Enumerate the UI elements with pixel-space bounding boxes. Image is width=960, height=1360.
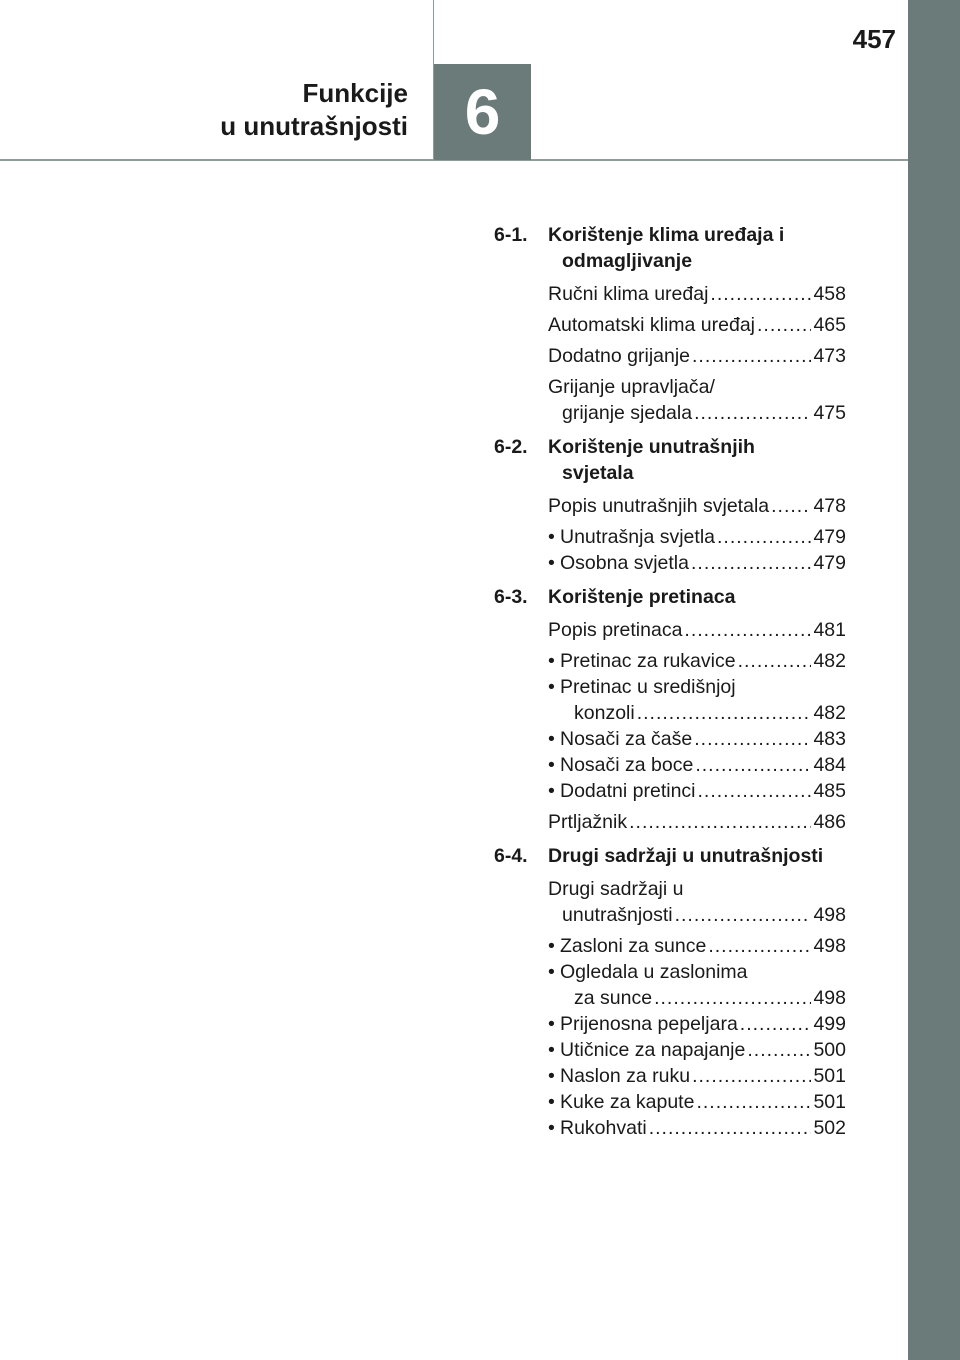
toc-entry-text: Rukohvati bbox=[560, 1117, 647, 1139]
toc-page-number: 498 bbox=[813, 987, 846, 1009]
toc-section bbox=[494, 843, 846, 1141]
chapter-side-band bbox=[908, 0, 960, 1360]
toc-page-number: 484 bbox=[813, 754, 846, 776]
toc-entry-text: Drugi sadržaji u bbox=[548, 878, 684, 900]
bullet-icon: • bbox=[548, 780, 555, 802]
dot-leader bbox=[694, 400, 811, 426]
toc-entry-text: Pretinac za rukavice bbox=[560, 650, 736, 672]
toc-subentry[interactable] bbox=[494, 726, 846, 752]
toc-entry-text: Nosači za čaše bbox=[560, 728, 693, 750]
toc-entry[interactable] bbox=[494, 617, 846, 643]
page-number: 457 bbox=[852, 24, 896, 54]
toc-page-number: 478 bbox=[813, 495, 846, 517]
toc-entry[interactable] bbox=[494, 343, 846, 369]
toc-section bbox=[494, 584, 846, 835]
table-of-contents bbox=[494, 222, 846, 1149]
toc-entry-text: Kuke za kapute bbox=[560, 1091, 695, 1113]
toc-page-number: 485 bbox=[813, 780, 846, 802]
dot-leader bbox=[747, 1037, 811, 1063]
toc-subentry[interactable] bbox=[494, 1063, 846, 1089]
toc-section-number: 6-3. bbox=[494, 586, 528, 608]
toc-page-number: 502 bbox=[813, 1117, 846, 1139]
dot-leader bbox=[654, 985, 811, 1011]
bullet-icon: • bbox=[548, 526, 555, 548]
bullet-icon: • bbox=[548, 1065, 555, 1087]
toc-section-heading[interactable] bbox=[494, 584, 846, 610]
toc-page-number: 498 bbox=[813, 904, 846, 926]
toc-subentry[interactable] bbox=[494, 778, 846, 804]
dot-leader bbox=[710, 281, 811, 307]
toc-subentry[interactable] bbox=[494, 933, 846, 959]
chapter-title-line: Funkcije bbox=[302, 78, 408, 108]
toc-entry-text: Ručni klima uređaj bbox=[548, 283, 709, 305]
toc-entry-text: Grijanje upravljača/ bbox=[548, 376, 715, 398]
dot-leader bbox=[771, 493, 811, 519]
toc-entry[interactable] bbox=[494, 374, 846, 426]
dot-leader bbox=[629, 809, 811, 835]
bullet-icon: • bbox=[548, 1117, 555, 1139]
toc-entry-text: grijanje sjedala bbox=[562, 402, 693, 424]
toc-entry-text: Popis unutrašnjih svjetala bbox=[548, 495, 770, 517]
toc-entry-text: Prtljažnik bbox=[548, 811, 628, 833]
toc-page-number: 475 bbox=[813, 402, 846, 424]
toc-page-number: 479 bbox=[813, 552, 846, 574]
toc-page-number: 482 bbox=[813, 650, 846, 672]
dot-leader bbox=[691, 550, 811, 576]
toc-entry-text: Ogledala u zaslonima bbox=[560, 961, 748, 983]
toc-entry-text: Dodatni pretinci bbox=[560, 780, 696, 802]
toc-section-heading[interactable] bbox=[494, 843, 846, 869]
toc-entry-text: Automatski klima uređaj bbox=[548, 314, 755, 336]
bullet-icon: • bbox=[548, 1013, 555, 1035]
toc-subentry[interactable] bbox=[494, 752, 846, 778]
bullet-icon: • bbox=[548, 935, 555, 957]
toc-section-title bbox=[548, 843, 846, 869]
toc-page-number: 501 bbox=[813, 1065, 846, 1087]
dot-leader bbox=[740, 1011, 812, 1037]
toc-subentry[interactable] bbox=[494, 674, 846, 726]
toc-section-title-line: Korištenje pretinaca bbox=[548, 586, 736, 608]
toc-entry-text: Pretinac u središnjoj bbox=[560, 676, 736, 698]
toc-section-number: 6-1. bbox=[494, 224, 528, 246]
toc-entry[interactable] bbox=[494, 876, 846, 928]
dot-leader bbox=[692, 1063, 811, 1089]
toc-section-title-line: Korištenje klima uređaja i bbox=[548, 224, 785, 246]
toc-section-title-line: Drugi sadržaji u unutrašnjosti bbox=[548, 845, 824, 867]
bullet-icon: • bbox=[548, 961, 555, 983]
dot-leader bbox=[738, 648, 812, 674]
toc-entry-text: unutrašnjosti bbox=[562, 904, 673, 926]
chapter-number-box bbox=[434, 64, 531, 160]
dot-leader bbox=[698, 778, 812, 804]
dot-leader bbox=[637, 700, 812, 726]
toc-section-number: 6-4. bbox=[494, 845, 528, 867]
toc-page-number: 500 bbox=[813, 1039, 846, 1061]
toc-entry[interactable] bbox=[494, 312, 846, 338]
bullet-icon: • bbox=[548, 552, 555, 574]
toc-subentry[interactable] bbox=[494, 648, 846, 674]
toc-entry-text: Zasloni za sunce bbox=[560, 935, 707, 957]
toc-page-number: 499 bbox=[813, 1013, 846, 1035]
toc-page-number: 481 bbox=[813, 619, 846, 641]
bullet-icon: • bbox=[548, 728, 555, 750]
toc-page-number: 458 bbox=[813, 283, 846, 305]
toc-page-number: 483 bbox=[813, 728, 846, 750]
toc-page-number: 498 bbox=[813, 935, 846, 957]
toc-section-heading[interactable] bbox=[494, 222, 846, 274]
toc-entry-text: Naslon za ruku bbox=[560, 1065, 691, 1087]
toc-entry[interactable] bbox=[494, 493, 846, 519]
toc-entry-text: Dodatno grijanje bbox=[548, 345, 691, 367]
toc-section-title-line: odmagljivanje bbox=[562, 250, 693, 272]
dot-leader bbox=[708, 933, 811, 959]
toc-page-number: 482 bbox=[813, 702, 846, 724]
bullet-icon: • bbox=[548, 1091, 555, 1113]
toc-entry-text: Unutrašnja svjetla bbox=[560, 526, 715, 548]
dot-leader bbox=[684, 617, 811, 643]
toc-section bbox=[494, 434, 846, 576]
toc-subentry[interactable] bbox=[494, 524, 846, 550]
toc-subentry[interactable] bbox=[494, 1011, 846, 1037]
toc-section-title-line: Korištenje unutrašnjih bbox=[548, 436, 755, 458]
dot-leader bbox=[717, 524, 811, 550]
dot-leader bbox=[695, 752, 811, 778]
toc-section bbox=[494, 222, 846, 426]
dot-leader bbox=[649, 1115, 812, 1141]
toc-section-heading[interactable] bbox=[494, 434, 846, 486]
dot-leader bbox=[694, 726, 811, 752]
toc-page-number: 479 bbox=[813, 526, 846, 548]
chapter-title-line: u unutrašnjosti bbox=[220, 111, 408, 141]
toc-subentry[interactable] bbox=[494, 1089, 846, 1115]
toc-entry-text: Nosači za boce bbox=[560, 754, 694, 776]
toc-subentry[interactable] bbox=[494, 959, 846, 1011]
bullet-icon: • bbox=[548, 676, 555, 698]
bullet-icon: • bbox=[548, 754, 555, 776]
toc-entry-text: za sunce bbox=[574, 987, 653, 1009]
toc-subentry[interactable] bbox=[494, 1115, 846, 1141]
bullet-icon: • bbox=[548, 650, 555, 672]
toc-section-number: 6-2. bbox=[494, 436, 528, 458]
toc-entry[interactable] bbox=[494, 809, 846, 835]
dot-leader bbox=[675, 902, 812, 928]
toc-section-title bbox=[548, 584, 846, 610]
toc-entry[interactable] bbox=[494, 281, 846, 307]
bullet-icon: • bbox=[548, 1039, 555, 1061]
toc-page-number: 486 bbox=[813, 811, 846, 833]
dot-leader bbox=[696, 1089, 811, 1115]
toc-section-title bbox=[548, 434, 846, 486]
toc-page-number: 473 bbox=[813, 345, 846, 367]
toc-subentry[interactable] bbox=[494, 550, 846, 576]
toc-entry-text: Popis pretinaca bbox=[548, 619, 683, 641]
toc-subentry[interactable] bbox=[494, 1037, 846, 1063]
chapter-number: 6 bbox=[464, 76, 501, 148]
toc-section-title-line: svjetala bbox=[562, 462, 634, 484]
toc-page-number: 501 bbox=[813, 1091, 846, 1113]
toc-section-title bbox=[548, 222, 846, 274]
toc-entry-text: Osobna svjetla bbox=[560, 552, 689, 574]
chapter-title bbox=[48, 77, 408, 143]
dot-leader bbox=[757, 312, 811, 338]
toc-entry-text: Prijenosna pepeljara bbox=[560, 1013, 738, 1035]
dot-leader bbox=[692, 343, 811, 369]
toc-page-number: 465 bbox=[813, 314, 846, 336]
toc-entry-text: konzoli bbox=[574, 702, 635, 724]
toc-entry-text: Utičnice za napajanje bbox=[560, 1039, 746, 1061]
